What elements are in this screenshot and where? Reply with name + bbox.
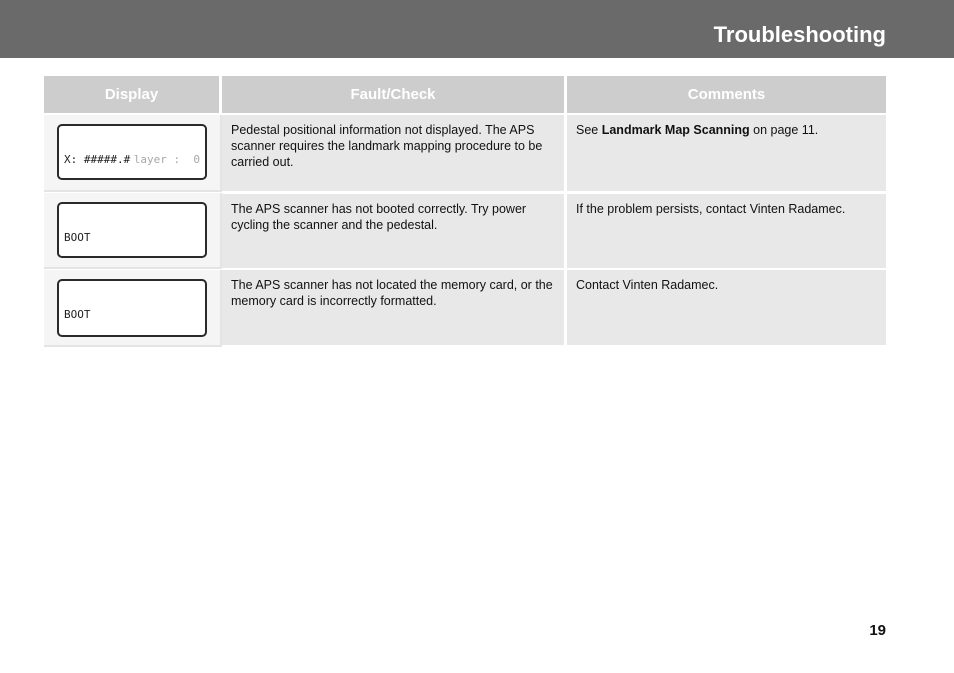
lcd-display bbox=[57, 202, 207, 258]
comment-text: See bbox=[576, 123, 602, 137]
column-header-display: Display bbox=[44, 76, 219, 113]
header-bar bbox=[0, 0, 954, 58]
table-row-comment-cell bbox=[567, 115, 886, 191]
table-row-display-cell bbox=[44, 115, 222, 192]
column-header-fault: Fault/Check bbox=[222, 76, 564, 113]
lcd-display bbox=[57, 279, 207, 337]
table-row-display-cell bbox=[44, 270, 222, 347]
table-row-fault-cell: Pedestal positional information not displayed. The APS scanner requires the landmark mapping procedure to be carried out. bbox=[222, 115, 564, 191]
lcd-display bbox=[57, 124, 207, 180]
table-row-fault-cell: The APS scanner has not booted correctly. Try power cycling the scanner and the pedestal. bbox=[222, 194, 564, 268]
table-row-comment-cell: If the problem persists, contact Vinten Radamec. bbox=[567, 194, 886, 268]
page-number: 19 bbox=[869, 622, 886, 639]
comment-text: on page 11. bbox=[749, 123, 819, 137]
column-header-comments: Comments bbox=[567, 76, 886, 113]
table-row-fault-cell: The APS scanner has not located the memory card, or the memory card is incorrectly formatted. bbox=[222, 270, 564, 345]
lcd-line: BOOT bbox=[64, 231, 91, 244]
lcd-line: BOOT bbox=[64, 308, 91, 321]
table-row-display-cell bbox=[44, 193, 222, 269]
lcd-line: layer : 0 bbox=[133, 153, 200, 166]
page-title: Troubleshooting bbox=[713, 22, 886, 47]
lcd-line: X: #####.# bbox=[64, 153, 131, 166]
table-row-comment-cell: Contact Vinten Radamec. bbox=[567, 270, 886, 345]
comment-link-text: Landmark Map Scanning bbox=[601, 123, 750, 137]
